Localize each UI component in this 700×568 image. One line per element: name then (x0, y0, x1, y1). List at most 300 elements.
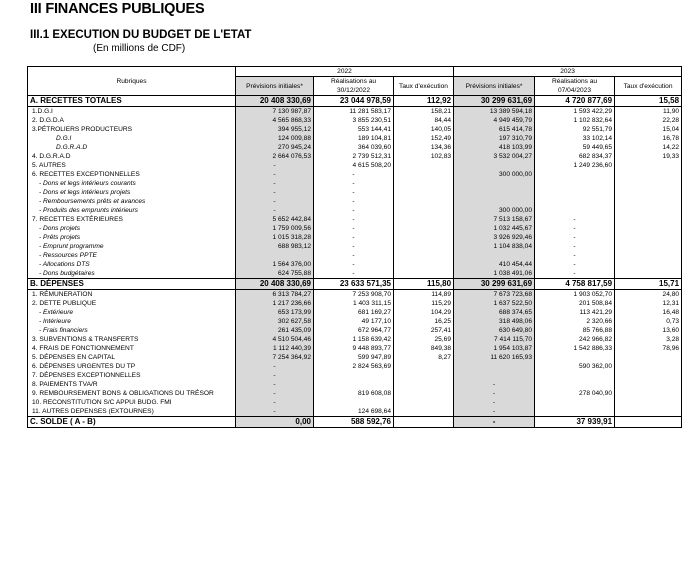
cell-p22: 1 759 009,56 (236, 224, 314, 233)
table-row (28, 161, 682, 170)
cell-t22 (394, 407, 454, 417)
cell-p22: 20 408 330,69 (236, 279, 314, 290)
cell-p23: 1 954 103,87 (454, 344, 535, 353)
cell-p22: - (236, 380, 314, 389)
cell-p22: 624 755,88 (236, 269, 314, 279)
table-row (28, 233, 682, 242)
cell-r22: - (314, 269, 394, 279)
cell-t23: 15,04 (615, 125, 682, 134)
table-row (28, 371, 682, 380)
cell-p22: 1 564 376,00 (236, 260, 314, 269)
table-row (28, 215, 682, 224)
cell-t22 (394, 179, 454, 188)
cell-r22: 11 281 583,17 (314, 107, 394, 117)
row-label: A. RECETTES TOTALES (28, 96, 236, 107)
cell-p22: 0,00 (236, 417, 314, 428)
row-label: 3.PÉTROLIERS PRODUCTEURS (28, 125, 236, 134)
table-row (28, 224, 682, 233)
cell-r22 (314, 398, 394, 407)
cell-r22: 189 104,81 (314, 134, 394, 143)
cell-p23: 418 103,99 (454, 143, 535, 152)
table-row (28, 362, 682, 371)
cell-p23 (454, 371, 535, 380)
cell-t23: 14,22 (615, 143, 682, 152)
cell-r22: - (314, 179, 394, 188)
cell-r23: 1 102 832,64 (535, 116, 615, 125)
cell-t22: 849,38 (394, 344, 454, 353)
cell-r22: 588 592,76 (314, 417, 394, 428)
cell-t22: 16,25 (394, 317, 454, 326)
cell-r22: 9 448 893,77 (314, 344, 394, 353)
cell-r22: 124 698,64 (314, 407, 394, 417)
cell-r23 (535, 380, 615, 389)
units-note: (En millions de CDF) (93, 43, 186, 54)
cell-t22 (394, 269, 454, 279)
cell-r23: 1 593 422,29 (535, 107, 615, 117)
cell-t22: 8,27 (394, 353, 454, 362)
cell-t23 (615, 215, 682, 224)
taux-2023-header: Taux d'exécution (615, 77, 682, 96)
cell-t22: 140,05 (394, 125, 454, 134)
table-body (28, 96, 682, 428)
cell-t22 (394, 398, 454, 407)
cell-p23: - (454, 389, 535, 398)
cell-p23: 30 299 631,69 (454, 96, 535, 107)
cell-p23: 13 389 594,18 (454, 107, 535, 117)
row-label: C. SOLDE ( A - B) (28, 417, 236, 428)
cell-p22 (236, 251, 314, 260)
row-label: B. DÉPENSES (28, 279, 236, 290)
cell-p23: 11 620 165,93 (454, 353, 535, 362)
cell-p22: 5 652 442,84 (236, 215, 314, 224)
cell-r23: - (535, 260, 615, 269)
cell-p23: - (454, 407, 535, 417)
row-label: 6. RECETTES EXCEPTIONNELLES (28, 170, 236, 179)
cell-p23: 3 926 929,46 (454, 233, 535, 242)
cell-t22: 112,92 (394, 96, 454, 107)
cell-r23: 201 508,84 (535, 299, 615, 308)
cell-t22: 152,49 (394, 134, 454, 143)
row-label: - Ressources PPTE (28, 251, 236, 260)
cell-t22 (394, 260, 454, 269)
row-label: 4. D.G.R.A.D (28, 152, 236, 161)
cell-t23: 16,78 (615, 134, 682, 143)
cell-p23: 3 532 004,27 (454, 152, 535, 161)
real-2022-header: Réalisations au 30/12/2022 (314, 77, 394, 96)
cell-r22 (314, 380, 394, 389)
cell-p23: 4 949 459,79 (454, 116, 535, 125)
cell-r23: - (535, 251, 615, 260)
cell-r22: 1 158 639,42 (314, 335, 394, 344)
budget-table (27, 66, 682, 428)
cell-r22: - (314, 251, 394, 260)
row-label: 3. SUBVENTIONS & TRANSFERTS (28, 335, 236, 344)
cell-t23 (615, 353, 682, 362)
table-row (28, 96, 682, 107)
table-row (28, 290, 682, 300)
cell-t22 (394, 188, 454, 197)
cell-t22: 134,36 (394, 143, 454, 152)
cell-t23 (615, 389, 682, 398)
cell-p22: - (236, 398, 314, 407)
cell-p22: 261 435,09 (236, 326, 314, 335)
cell-r23: 590 362,00 (535, 362, 615, 371)
cell-p23: 318 498,06 (454, 317, 535, 326)
cell-t23 (615, 242, 682, 251)
table-row (28, 134, 682, 143)
table-row (28, 417, 682, 428)
taux-2022-header: Taux d'exécution (394, 77, 454, 96)
row-label: D.G.R.A.D (28, 143, 236, 152)
row-label: 7. RECETTES EXTÉRIEURES (28, 215, 236, 224)
cell-r23: 1 542 886,33 (535, 344, 615, 353)
cell-t23 (615, 251, 682, 260)
cell-r23 (535, 371, 615, 380)
cell-t23: 13,60 (615, 326, 682, 335)
table-row (28, 152, 682, 161)
cell-p22: 20 408 330,69 (236, 96, 314, 107)
cell-r22: 49 177,10 (314, 317, 394, 326)
cell-p23 (454, 161, 535, 170)
cell-t22: 84,44 (394, 116, 454, 125)
cell-t22: 115,29 (394, 299, 454, 308)
cell-r22: - (314, 206, 394, 215)
cell-t23: 78,96 (615, 344, 682, 353)
cell-r23 (535, 407, 615, 417)
row-label: - Dons et legs intérieurs courants (28, 179, 236, 188)
table-row (28, 344, 682, 353)
cell-t23 (615, 417, 682, 428)
cell-p23: 1 104 838,04 (454, 242, 535, 251)
cell-r23 (535, 179, 615, 188)
cell-p23: 410 454,44 (454, 260, 535, 269)
cell-r23: - (535, 215, 615, 224)
cell-r22: - (314, 170, 394, 179)
cell-p23 (454, 188, 535, 197)
year-2022-header: 2022 (236, 67, 454, 77)
cell-r23: 113 421,29 (535, 308, 615, 317)
cell-p23: 300 000,00 (454, 170, 535, 179)
cell-r23 (535, 170, 615, 179)
row-label: 9. REMBOURSEMENT BONS & OBLIGATIONS DU TRÉSOR (28, 389, 236, 398)
cell-p23 (454, 197, 535, 206)
table-row (28, 143, 682, 152)
cell-r23: 92 551,79 (535, 125, 615, 134)
cell-r22: 7 253 908,70 (314, 290, 394, 300)
cell-r22: 23 044 978,59 (314, 96, 394, 107)
cell-p22: 4 565 868,33 (236, 116, 314, 125)
cell-r23: 59 449,65 (535, 143, 615, 152)
cell-p23: 1 637 522,50 (454, 299, 535, 308)
table-row (28, 308, 682, 317)
cell-r22: - (314, 197, 394, 206)
cell-t23 (615, 224, 682, 233)
table-row (28, 407, 682, 417)
table-row (28, 107, 682, 117)
row-label: 4. FRAIS DE FONCTIONNEMENT (28, 344, 236, 353)
table-row (28, 353, 682, 362)
cell-p23 (454, 179, 535, 188)
cell-r23 (535, 353, 615, 362)
cell-p22: - (236, 179, 314, 188)
cell-t22: 114,89 (394, 290, 454, 300)
cell-p22: - (236, 362, 314, 371)
cell-r23: 33 102,14 (535, 134, 615, 143)
cell-r22: 3 855 230,51 (314, 116, 394, 125)
cell-t22: 115,80 (394, 279, 454, 290)
cell-r23: 1 249 236,60 (535, 161, 615, 170)
cell-p22: - (236, 407, 314, 417)
cell-p22: 124 009,88 (236, 134, 314, 143)
cell-p22: - (236, 161, 314, 170)
cell-p22: - (236, 197, 314, 206)
cell-p23 (454, 362, 535, 371)
cell-p22: 270 945,24 (236, 143, 314, 152)
cell-p22: 2 664 076,53 (236, 152, 314, 161)
cell-r22: 1 403 311,15 (314, 299, 394, 308)
cell-r22: 553 144,41 (314, 125, 394, 134)
table-row (28, 389, 682, 398)
cell-t23: 15,71 (615, 279, 682, 290)
cell-r23: 242 966,82 (535, 335, 615, 344)
cell-t22 (394, 161, 454, 170)
cell-r23: 37 939,91 (535, 417, 615, 428)
cell-t22: 25,69 (394, 335, 454, 344)
row-label: - Dons budgétaires (28, 269, 236, 279)
subsection-title: III.1 EXECUTION DU BUDGET DE L'ETAT (30, 29, 252, 41)
cell-p22: 7 130 987,87 (236, 107, 314, 117)
table-row (28, 260, 682, 269)
table-row (28, 326, 682, 335)
cell-t23 (615, 398, 682, 407)
table-row (28, 125, 682, 134)
cell-t23: 16,48 (615, 308, 682, 317)
cell-t23: 24,80 (615, 290, 682, 300)
cell-t22 (394, 362, 454, 371)
cell-p22: 653 173,99 (236, 308, 314, 317)
cell-t23 (615, 170, 682, 179)
table-row (28, 269, 682, 279)
cell-r22: - (314, 188, 394, 197)
cell-t23 (615, 407, 682, 417)
cell-r23: - (535, 269, 615, 279)
cell-p23: 197 310,79 (454, 134, 535, 143)
row-label: - Dons et legs intérieurs projets (28, 188, 236, 197)
cell-t22 (394, 417, 454, 428)
table-row (28, 380, 682, 389)
cell-p23: 7 673 723,68 (454, 290, 535, 300)
cell-r23: - (535, 242, 615, 251)
cell-r22: - (314, 233, 394, 242)
cell-r22: 819 608,08 (314, 389, 394, 398)
table-row (28, 170, 682, 179)
cell-r22: 23 633 571,35 (314, 279, 394, 290)
cell-t23 (615, 380, 682, 389)
row-label: 2. D.G.D.A (28, 116, 236, 125)
row-label: - Extérieure (28, 308, 236, 317)
cell-r23: 4 720 877,69 (535, 96, 615, 107)
cell-p22: 688 983,12 (236, 242, 314, 251)
cell-t23: 0,73 (615, 317, 682, 326)
row-label: 5. DÉPENSES EN CAPITAL (28, 353, 236, 362)
row-label: - Intérieure (28, 317, 236, 326)
table-row (28, 206, 682, 215)
cell-r22: - (314, 224, 394, 233)
row-label: 6. DÉPENSES URGENTES DU TP (28, 362, 236, 371)
cell-r22: 2 824 563,69 (314, 362, 394, 371)
cell-p22: 1 015 318,28 (236, 233, 314, 242)
cell-p23: 615 414,78 (454, 125, 535, 134)
cell-r22 (314, 371, 394, 380)
cell-t23 (615, 197, 682, 206)
row-label: - Remboursements prêts et avances (28, 197, 236, 206)
cell-p22: 6 313 784,27 (236, 290, 314, 300)
cell-p23: 30 299 631,69 (454, 279, 535, 290)
cell-t22 (394, 215, 454, 224)
cell-p22: - (236, 170, 314, 179)
table-row (28, 179, 682, 188)
cell-r22: 672 964,77 (314, 326, 394, 335)
cell-p22: 394 955,12 (236, 125, 314, 134)
cell-p23: - (454, 417, 535, 428)
cell-r22: 599 947,89 (314, 353, 394, 362)
prev-2023-header: Prévisions initiales* (454, 77, 535, 96)
row-label: - Dons projets (28, 224, 236, 233)
row-label: 2. DETTE PUBLIQUE (28, 299, 236, 308)
year-2023-header: 2023 (454, 67, 682, 77)
cell-p22: - (236, 389, 314, 398)
cell-t22: 257,41 (394, 326, 454, 335)
table-row (28, 116, 682, 125)
table-row (28, 197, 682, 206)
cell-t23: 12,31 (615, 299, 682, 308)
cell-t23: 19,33 (615, 152, 682, 161)
cell-r23: - (535, 224, 615, 233)
cell-t23 (615, 179, 682, 188)
cell-r22: - (314, 242, 394, 251)
table-row (28, 188, 682, 197)
cell-p23: 1 032 445,67 (454, 224, 535, 233)
cell-t23 (615, 362, 682, 371)
cell-p23: 7 513 158,67 (454, 215, 535, 224)
cell-p23: 630 649,80 (454, 326, 535, 335)
table-row (28, 279, 682, 290)
cell-r23: 2 320,66 (535, 317, 615, 326)
cell-t23: 3,28 (615, 335, 682, 344)
cell-p23: 1 038 491,06 (454, 269, 535, 279)
cell-p23: - (454, 380, 535, 389)
cell-t22 (394, 242, 454, 251)
cell-r22: 681 169,27 (314, 308, 394, 317)
cell-p22: - (236, 188, 314, 197)
cell-p22: 7 254 364,92 (236, 353, 314, 362)
cell-r23 (535, 197, 615, 206)
row-label: 5. AUTRES (28, 161, 236, 170)
table-row (28, 398, 682, 407)
table-row (28, 251, 682, 260)
cell-t23 (615, 269, 682, 279)
cell-p23: 688 374,65 (454, 308, 535, 317)
cell-t22 (394, 206, 454, 215)
row-label: D.G.I (28, 134, 236, 143)
row-label: 10. RECONSTITUTION S/C APPUI BUDG. FMI (28, 398, 236, 407)
cell-p22: 4 510 504,46 (236, 335, 314, 344)
cell-r22: 4 615 508,20 (314, 161, 394, 170)
cell-t22 (394, 371, 454, 380)
cell-p22: 302 627,58 (236, 317, 314, 326)
cell-t23 (615, 161, 682, 170)
cell-p22: 1 112 440,39 (236, 344, 314, 353)
table-row (28, 242, 682, 251)
row-label: 11. AUTRES DEPENSES (EXTOURNES) (28, 407, 236, 417)
cell-r23: - (535, 233, 615, 242)
cell-r22: 2 739 512,31 (314, 152, 394, 161)
cell-t23 (615, 371, 682, 380)
row-label: - Allocations DTS (28, 260, 236, 269)
cell-r23: 278 040,90 (535, 389, 615, 398)
cell-r22: - (314, 215, 394, 224)
cell-p22: 1 217 236,66 (236, 299, 314, 308)
cell-r23 (535, 398, 615, 407)
cell-t23: 15,58 (615, 96, 682, 107)
cell-p22: - (236, 206, 314, 215)
cell-t22: 158,21 (394, 107, 454, 117)
rubriques-header: Rubriques (28, 67, 236, 96)
cell-t22 (394, 233, 454, 242)
cell-p22: - (236, 371, 314, 380)
cell-r23 (535, 206, 615, 215)
cell-t22: 104,29 (394, 308, 454, 317)
table-row (28, 335, 682, 344)
cell-p23: - (454, 398, 535, 407)
table-row (28, 299, 682, 308)
cell-r23: 85 766,88 (535, 326, 615, 335)
cell-r22: - (314, 260, 394, 269)
cell-t22 (394, 224, 454, 233)
row-label: - Frais financiers (28, 326, 236, 335)
prev-2022-header: Prévisions initiales* (236, 77, 314, 96)
cell-t23: 11,90 (615, 107, 682, 117)
row-label: - Emprunt programme (28, 242, 236, 251)
cell-p23: 7 414 115,70 (454, 335, 535, 344)
cell-t23 (615, 233, 682, 242)
cell-r22: 364 039,60 (314, 143, 394, 152)
cell-t22 (394, 170, 454, 179)
row-label: - Produits des emprunts intérieurs (28, 206, 236, 215)
row-label: - Prêts projets (28, 233, 236, 242)
cell-t22 (394, 389, 454, 398)
cell-t23: 22,28 (615, 116, 682, 125)
table-row (28, 317, 682, 326)
cell-p23 (454, 251, 535, 260)
cell-r23: 4 758 817,59 (535, 279, 615, 290)
cell-t22 (394, 380, 454, 389)
cell-p23: 300 000,00 (454, 206, 535, 215)
cell-t22 (394, 251, 454, 260)
cell-t22: 102,83 (394, 152, 454, 161)
cell-r23: 682 834,37 (535, 152, 615, 161)
cell-r23: 1 903 052,70 (535, 290, 615, 300)
section-title: III FINANCES PUBLIQUES (30, 1, 205, 17)
cell-r23 (535, 188, 615, 197)
cell-t23 (615, 188, 682, 197)
row-label: 7. DÉPENSES EXCEPTIONNELLES (28, 371, 236, 380)
row-label: 1. RÉMUNERATION (28, 290, 236, 300)
cell-t23 (615, 206, 682, 215)
cell-t22 (394, 197, 454, 206)
row-label: 1.D.G.I (28, 107, 236, 117)
real-2023-header: Réalisations au 07/04/2023 (535, 77, 615, 96)
